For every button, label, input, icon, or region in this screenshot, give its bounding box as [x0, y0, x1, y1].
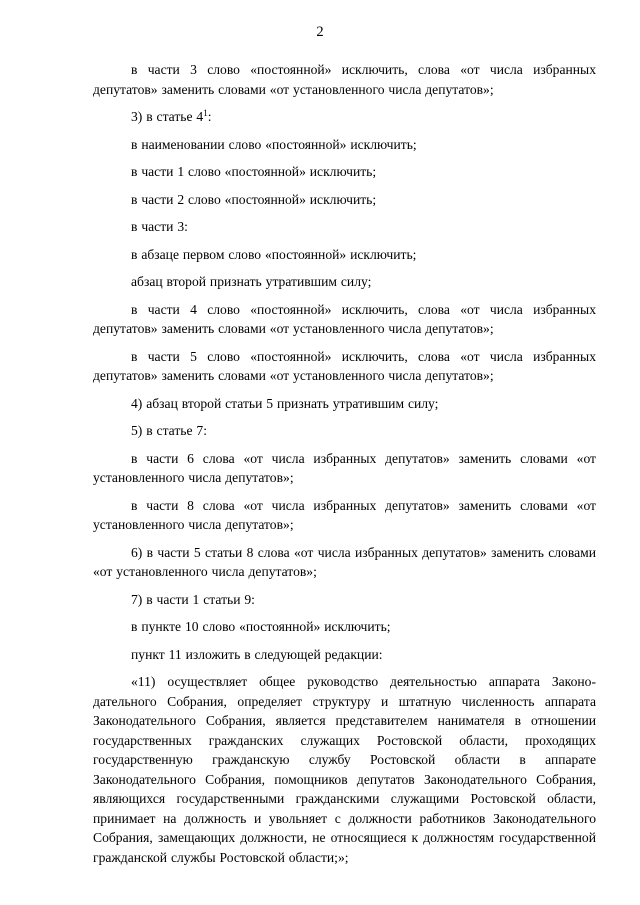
paragraph-text: в пункте 10 слово «постоянной» исключить; — [131, 619, 391, 634]
paragraph — [93, 394, 596, 414]
paragraph-text: в абзаце первом слово «постоянной» исключить; — [131, 246, 417, 262]
paragraph-text: абзац второй признать утратившим силу; — [131, 274, 372, 289]
paragraph — [93, 543, 596, 582]
paragraph — [93, 135, 596, 155]
paragraph-text: в части 4 слово «постоянной» исключить, слова «от числа избранных депутатов» заменить словами «от установленного числа депутатов»; — [93, 301, 596, 336]
paragraph — [93, 496, 596, 535]
paragraph — [93, 300, 596, 339]
paragraph-text: в наименовании слово «постоянной» исключить; — [131, 136, 417, 152]
paragraph-text: в части 6 слова «от числа избранных депутатов» заменить словами «от установленного числа депутатов»; — [93, 450, 596, 485]
paragraph — [93, 107, 596, 127]
paragraph-text: 6) в части 5 статьи 8 слова «от числа избранных депутатов» заменить словами «от установленного числа депутатов»; — [93, 544, 596, 579]
paragraph — [93, 60, 596, 99]
paragraph-text: в части 1 слово «постоянной» исключить; — [131, 164, 377, 179]
paragraph — [93, 421, 596, 441]
paragraph-text: 4) абзац второй статьи 5 признать утратившим силу; — [131, 395, 439, 411]
paragraph — [93, 245, 596, 265]
paragraph — [93, 449, 596, 488]
paragraph-text: «11) осуществляет общее руководство деятельностью аппарата Законодательного Собрания, определяет структуру и штатную численность аппарата Законодательного Собрания, является представителем нанимателя в отношении государственных гражданских служащих Ростовской области, проходящих государственную гражданскую службу Ростовской области в аппарате Законодательного Собрания, помощников депутатов Законодательного Собрания, являющихся государственными гражданскими служащими Ростовской области, принимает на должность и увольняет с должности работников Законодательного Собрания, замещающих должности, не относящиеся к должностям государственной гражданской службы Ростовской области;»; — [93, 674, 596, 865]
paragraph-text: в части 8 слова «от числа избранных депутатов» заменить словами «от установленного числа депутатов»; — [93, 497, 596, 532]
paragraph-text: пункт 11 изложить в следующей редакции: — [131, 646, 383, 662]
paragraph-text: в части 3 слово «постоянной» исключить, слова «от числа избранных депутатов» заменить словами «от установленного числа депутатов»; — [93, 62, 596, 97]
paragraph — [93, 590, 596, 610]
paragraph — [93, 217, 596, 237]
paragraph — [93, 190, 596, 210]
paragraph — [93, 645, 596, 665]
article-superscript: 1 — [203, 108, 208, 118]
paragraph — [93, 162, 596, 182]
paragraph-text: в части 2 слово «постоянной» исключить; — [131, 191, 377, 207]
paragraph-text: 5) в статье 7: — [131, 423, 208, 438]
paragraph-text: 7) в части 1 статьи 9: — [131, 591, 255, 607]
paragraph-text: в части 3: — [131, 219, 188, 234]
paragraph — [93, 347, 596, 386]
paragraph-text: 3) в статье 4 — [131, 109, 204, 124]
paragraph-text: в части 5 слово «постоянной» исключить, слова «от числа избранных депутатов» заменить словами «от установленного числа депутатов»; — [93, 348, 596, 383]
page-number: 2 — [316, 24, 324, 40]
paragraph-tail: : — [207, 109, 212, 124]
paragraph — [93, 272, 596, 292]
paragraph — [93, 617, 596, 637]
paragraph — [93, 672, 596, 867]
document-body — [93, 60, 596, 875]
